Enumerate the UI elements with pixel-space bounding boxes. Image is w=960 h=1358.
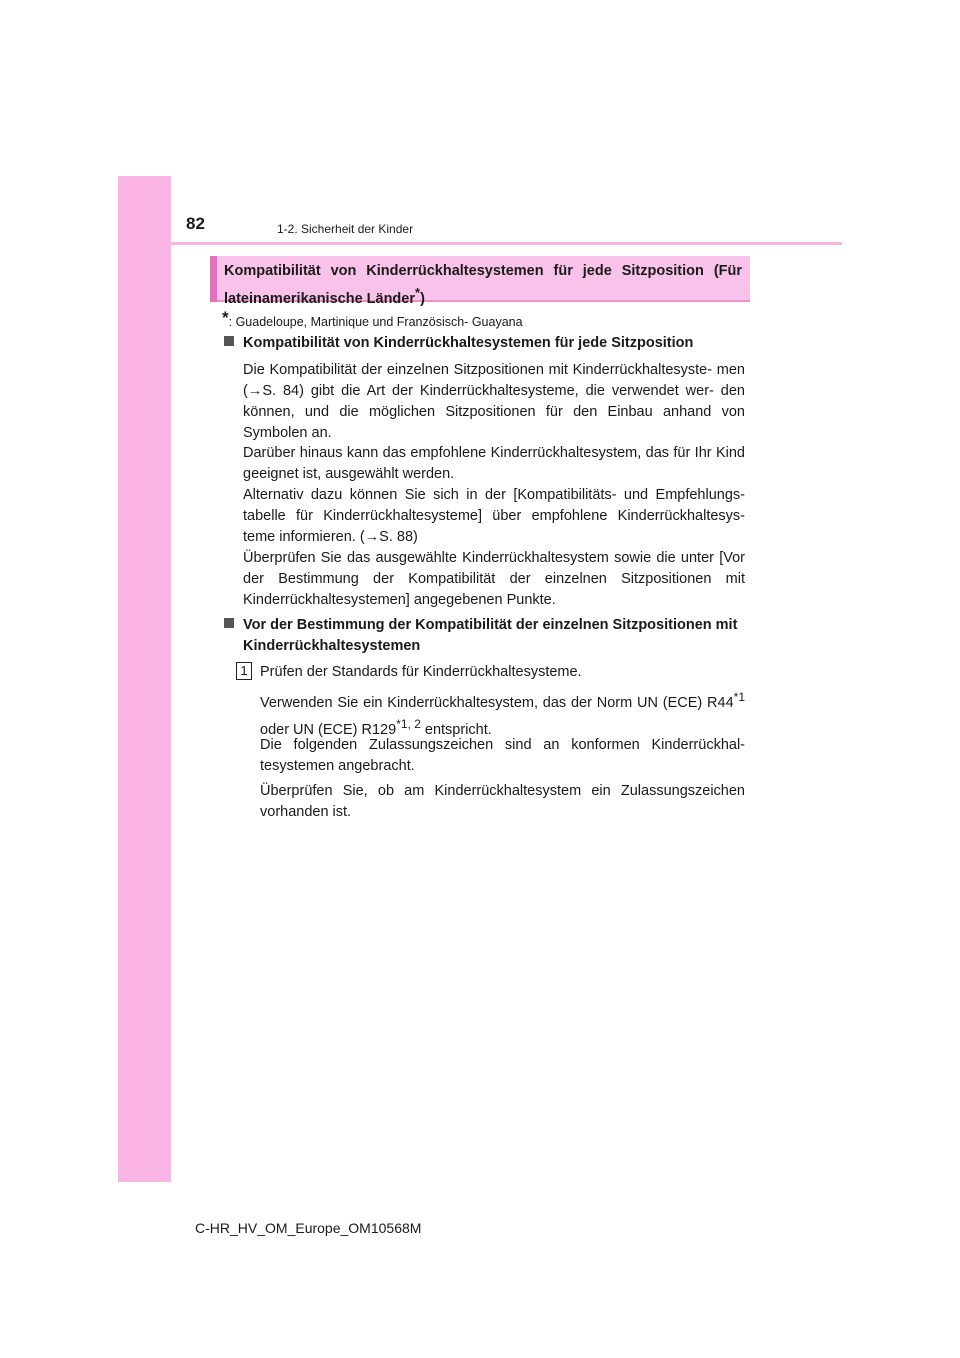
topic-title-text: Kompatibilität von Kinderrückhaltesystemen für jede Sitzposition (Für lateinamerikanische Länder	[224, 263, 742, 307]
footnote-mark: *	[222, 308, 229, 327]
footnote-text: : Guadeloupe, Martinique und Französisch- Guayana	[228, 315, 523, 329]
bullet-heading-compatibility	[224, 333, 744, 354]
topic-title-close: )	[420, 291, 425, 307]
paragraph-recommended-system: Darüber hinaus kann das empfohlene Kinderrückhaltesystem, das für Ihr Kind geeignet ist, ausgewählt werden.	[243, 445, 745, 482]
bullet-heading-text: Vor der Bestimmung der Kompatibilität der einzelnen Sitzpositionen mit Kinderrückhaltesystemen	[243, 617, 738, 654]
topic-footnote-mark: *	[415, 285, 421, 300]
square-bullet-icon	[224, 618, 234, 628]
header-rule	[118, 242, 842, 245]
footnote-ref-1: *1	[733, 690, 745, 704]
paragraph-norm	[260, 687, 745, 741]
paragraph-compatibility-intro: Die Kompatibilität der einzelnen Sitzpositionen mit Kinderrückhaltesyste- men (→S. 84) gibt die Art der Kinderrückhaltesysteme, die verwendet wer- den können, und die möglichen Sitzpositionen für den Einbau anhand von Symbolen an.	[243, 362, 745, 441]
chapter-sidebar-tab	[118, 176, 171, 1182]
footnote-ref-1-2: *1, 2	[396, 717, 421, 731]
paragraph-approval-marks: Die folgenden Zulassungszeichen sind an konformen Kinderrückhal- tesystemen angebracht.	[260, 737, 745, 774]
paragraph-check-points: Überprüfen Sie das ausgewählte Kinderrückhaltesystem sowie die unter [Vor der Bestimmung der Kompatibilität der einzelnen Sitzpositionen mit Kinderrückhaltesystemen] angegebenen Punkte.	[243, 550, 745, 608]
norm-text-a: Verwenden Sie ein Kinderrückhaltesystem, das der Norm UN (ECE) R44	[260, 695, 734, 711]
section-title: 1-2. Sicherheit der Kinder	[277, 222, 414, 236]
paragraph-alternative-table: Alternativ dazu können Sie sich in der [Kompatibilitäts- und Empfehlungs- tabelle für Kinderrückhaltesysteme] über empfohlene Kinderrückhaltesys- teme informieren. (→S. 88)	[243, 487, 745, 545]
topic-heading-box	[210, 256, 750, 307]
topic-title	[224, 260, 742, 310]
page-number: 82	[186, 214, 205, 233]
topic-accent-bar	[210, 256, 217, 302]
bullet-heading-before-determination	[224, 615, 744, 657]
square-bullet-icon	[224, 336, 234, 346]
norm-text-b: oder UN (ECE) R129	[260, 722, 397, 738]
document-code: C-HR_HV_OM_Europe_OM10568M	[195, 1220, 422, 1236]
footnote	[222, 308, 523, 329]
paragraph-check-approval: Überprüfen Sie, ob am Kinderrückhaltesystem ein Zulassungszeichen vorhanden ist.	[260, 783, 745, 820]
bullet-heading-text: Kompatibilität von Kinderrückhaltesystemen für jede Sitzposition	[243, 335, 694, 351]
step-number-box: 1	[236, 662, 252, 680]
step-title: Prüfen der Standards für Kinderrückhaltesysteme.	[260, 664, 582, 680]
norm-text-c: entspricht.	[420, 722, 492, 738]
